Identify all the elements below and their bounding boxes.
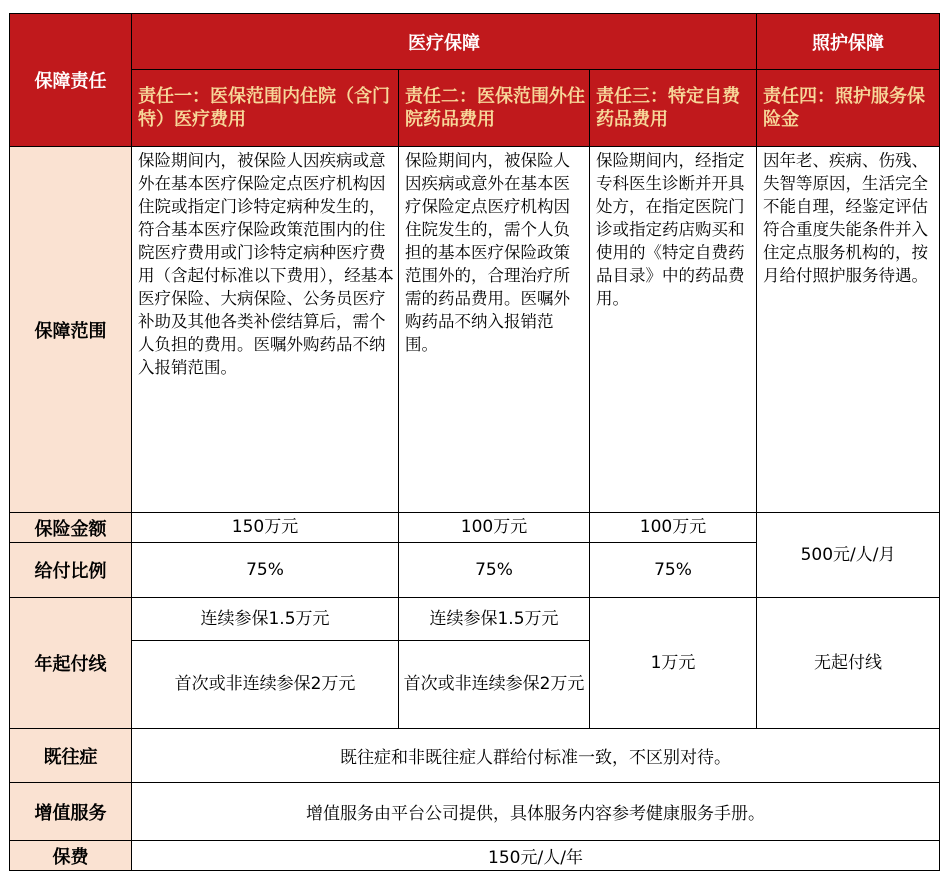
amount-label: 保险金额 bbox=[10, 513, 132, 543]
deductible-label: 年起付线 bbox=[10, 598, 132, 729]
ratio-resp1: 75% bbox=[132, 543, 399, 598]
value-added-text: 增值服务由平台公司提供，具体服务内容参考健康服务手册。 bbox=[132, 783, 940, 841]
amount-resp1: 150万元 bbox=[132, 513, 399, 543]
scope-resp3: 保险期间内，经指定专科医生诊断并开具处方，在指定医院门诊或指定药店购买和使用的《特定自费药品目录》中的药品费用。 bbox=[590, 147, 757, 513]
ratio-label: 给付比例 bbox=[10, 543, 132, 598]
deductible-resp1-first: 首次或非连续参保2万元 bbox=[132, 641, 399, 729]
preexisting-row bbox=[10, 729, 940, 783]
value-added-row bbox=[10, 783, 940, 841]
ratio-resp3: 75% bbox=[590, 543, 757, 598]
deductible-row-continuous bbox=[10, 598, 940, 641]
value-added-label: 增值服务 bbox=[10, 783, 132, 841]
resp2-header: 责任二：医保范围外住院药品费用 bbox=[399, 70, 590, 147]
deductible-resp4: 无起付线 bbox=[757, 598, 940, 729]
header-row-groups bbox=[10, 14, 940, 70]
corner-header: 保障责任 bbox=[10, 14, 132, 147]
amount-resp4: 500元/人/月 bbox=[757, 513, 940, 598]
premium-label: 保费 bbox=[10, 841, 132, 871]
resp3-header: 责任三：特定自费药品费用 bbox=[590, 70, 757, 147]
benefits-table-wrapper bbox=[9, 13, 939, 868]
medical-group-header: 医疗保障 bbox=[132, 14, 757, 70]
scope-row bbox=[10, 147, 940, 513]
amount-row bbox=[10, 513, 940, 543]
resp4-header: 责任四：照护服务保险金 bbox=[757, 70, 940, 147]
deductible-resp2-first: 首次或非连续参保2万元 bbox=[399, 641, 590, 729]
resp1-header: 责任一：医保范围内住院（含门特）医疗费用 bbox=[132, 70, 399, 147]
preexisting-label: 既往症 bbox=[10, 729, 132, 783]
deductible-resp2-continuous: 连续参保1.5万元 bbox=[399, 598, 590, 641]
amount-resp3: 100万元 bbox=[590, 513, 757, 543]
preexisting-text: 既往症和非既往症人群给付标准一致，不区别对待。 bbox=[132, 729, 940, 783]
deductible-resp3: 1万元 bbox=[590, 598, 757, 729]
benefits-table bbox=[9, 13, 940, 871]
deductible-resp1-continuous: 连续参保1.5万元 bbox=[132, 598, 399, 641]
header-row-responsibilities bbox=[10, 70, 940, 147]
ratio-resp2: 75% bbox=[399, 543, 590, 598]
scope-resp1: 保险期间内，被保险人因疾病或意外在基本医疗保险定点医疗机构因住院或指定门诊特定病种发生的，符合基本医疗保险政策范围内的住院医疗费用或门诊特定病种医疗费用（含起付标准以下费用），经基本医疗保险、大病保险、公务员医疗补助及其他各类补偿结算后，需个人负担的费用。医嘱外购药品不纳入报销范围。 bbox=[132, 147, 399, 513]
scope-resp4: 因年老、疾病、伤残、失智等原因，生活完全不能自理，经鉴定评估符合重度失能条件并入住定点服务机构的，按月给付照护服务待遇。 bbox=[757, 147, 940, 513]
premium-text: 150元/人/年 bbox=[132, 841, 940, 871]
scope-resp2: 保险期间内，被保险人因疾病或意外在基本医疗保险定点医疗机构因住院发生的，需个人负担的基本医疗保险政策范围外的，合理治疗所需的药品费用。医嘱外购药品不纳入报销范围。 bbox=[399, 147, 590, 513]
premium-row bbox=[10, 841, 940, 871]
care-group-header: 照护保障 bbox=[757, 14, 940, 70]
scope-label: 保障范围 bbox=[10, 147, 132, 513]
amount-resp2: 100万元 bbox=[399, 513, 590, 543]
